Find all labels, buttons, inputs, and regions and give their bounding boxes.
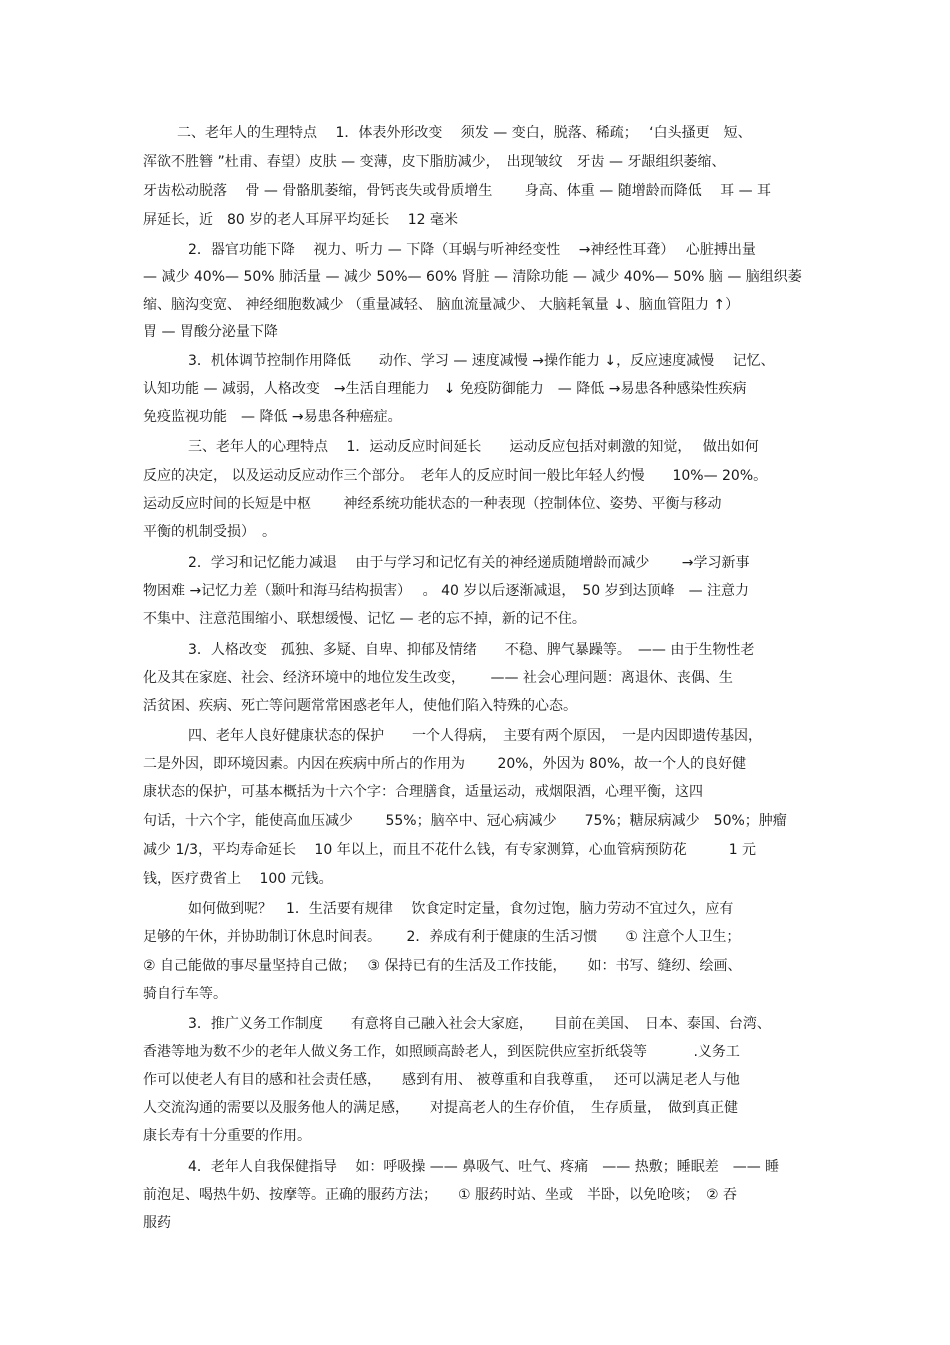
text-line: 前泡足、喝热牛奶、按摩等。正确的服药方法； ① 服药时站、坐或 半卧，以免呛咳； ② 吞 — [143, 1187, 737, 1203]
text-line: 香港等地为数不少的老年人做义务工作，如照顾高龄老人，到医院供应室折纸袋等 .义务工 — [143, 1044, 740, 1060]
text-line: 足够的午休，并协助制订休息时间表。 2．养成有利于健康的生活习惯 ① 注意个人卫生； — [143, 929, 741, 945]
text-line: 2．学习和记忆能力减退 由于与学习和记忆有关的神经递质随增龄而减少 →学习新事 — [188, 555, 750, 571]
text-line: 物困难 →记忆力差（颞叶和海马结构损害） 。 40 岁以后逐渐减退， 50 岁到达顶峰 — 注意力 — [143, 583, 750, 599]
text-line: 钱，医疗费省上 100 元钱。 — [143, 871, 333, 887]
text-line: 免疫监视功能 — 降低 →易患各种癌症。 — [143, 409, 402, 425]
text-line: 运动反应时间的长短是中枢 神经系统功能状态的一种表现（控制体位、姿势、平衡与移动 — [143, 496, 722, 512]
text-line: 三、老年人的心理特点 1．运动反应时间延长 运动反应包括对刺激的知觉， 做出如何 — [188, 439, 759, 455]
text-line: 作可以使老人有目的感和社会责任感， 感到有用、 被尊重和自我尊重， 还可以满足老人与他 — [143, 1072, 740, 1088]
text-line: 屏延长，近 80 岁的老人耳屏平均延长 12 毫米 — [143, 212, 458, 228]
text-line: 胃 — 胃酸分泌量下降 — [143, 324, 278, 340]
text-line: 3．人格改变 孤独、多疑、自卑、抑郁及情绪 不稳、脾气暴躁等。 —— 由于生物性老 — [188, 642, 755, 658]
text-line: 如何做到呢？ 1．生活要有规律 饮食定时定量，食勿过饱，脑力劳动不宜过久，应有 — [188, 901, 734, 917]
text-line: 4．老年人自我保健指导 如：呼吸操 —— 鼻吸气、吐气、疼痛 —— 热敷；睡眠差 —— 睡 — [188, 1159, 780, 1175]
text-line: 缩、脑沟变宽、 神经细胞数减少 （重量减轻、 脑血流量减少、 大脑耗氧量 ↓、脑血管阻力 ↑） — [143, 297, 740, 313]
text-line: — 减少 40%— 50% 肺活量 — 减少 50%— 60% 肾脏 — 清除功能 — 减少 40%— 50% 脑 — 脑组织萎 — [143, 269, 802, 285]
text-line: 3．机体调节控制作用降低 动作、学习 — 速度减慢 →操作能力 ↓，反应速度减慢 记忆、 — [188, 353, 775, 369]
text-line: 服药 — [143, 1215, 171, 1231]
text-line: 化及其在家庭、社会、经济环境中的地位发生改变， —— 社会心理问题：离退休、丧偶、生 — [143, 670, 733, 686]
text-line: 反应的决定， 以及运动反应动作三个部分。 老年人的反应时间一般比年轻人约慢 10%— 20%。 — [143, 468, 768, 484]
text-line: 句话，十六个字，能使高血压减少 55%；脑卒中、冠心病减少 75%；糖尿病减少 50%；肿瘤 — [143, 813, 787, 829]
text-line: 平衡的机制受损） 。 — [143, 524, 276, 540]
text-line: 二、老年人的生理特点 1．体表外形改变 须发 — 变白，脱落、稀疏； ʻ白头搔更 短、 — [177, 125, 752, 141]
text-line: 人交流沟通的需要以及服务他人的满足感， 对提高老人的生存价值， 生存质量， 做到真正健 — [143, 1100, 738, 1116]
text-line: 牙齿松动脱落 骨 — 骨骼肌萎缩，骨钙丧失或骨质增生 身高、体重 — 随增龄而降低 耳 — 耳 — [143, 183, 772, 199]
text-line: 2．器官功能下降 视力、听力 — 下降（耳蜗与听神经变性 →神经性耳聋） 心脏搏出量 — [188, 242, 756, 258]
text-line: 二是外因，即环境因素。内因在疾病中所占的作用为 20%，外因为 80%，故一个人的良好健 — [143, 756, 747, 772]
text-line: 康长寿有十分重要的作用。 — [143, 1128, 311, 1144]
text-line: 不集中、注意范围缩小、联想缓慢、记忆 — 老的忘不掉，新的记不住。 — [143, 611, 586, 627]
text-line: ② 自己能做的事尽量坚持自己做； ③ 保持已有的生活及工作技能， 如：书写、缝纫、绘画、 — [143, 958, 742, 974]
text-line: 活贫困、疾病、死亡等问题常常困惑老年人，使他们陷入特殊的心态。 — [143, 698, 577, 714]
text-line: 3．推广义务工作制度 有意将自己融入社会大家庭， 目前在美国、 日本、泰国、台湾、 — [188, 1016, 771, 1032]
text-line: 四、老年人良好健康状态的保护 一个人得病， 主要有两个原因， 一是内因即遗传基因， — [188, 728, 762, 744]
text-line: 浑欲不胜簪 ”杜甫、春望）皮肤 — 变薄，皮下脂肪减少， 出现皱纹 牙齿 — 牙龈组织萎缩、 — [143, 154, 726, 170]
text-line: 认知功能 — 减弱，人格改变 →生活自理能力 ↓ 免疫防御能力 — 降低 →易患各种感染性疾病 — [143, 381, 747, 397]
text-line: 康状态的保护，可基本概括为十六个字：合理膳食，适量运动，戒烟限酒，心理平衡，这四 — [143, 784, 703, 800]
text-line: 骑自行车等。 — [143, 986, 227, 1002]
text-line: 减少 1/3，平均寿命延长 10 年以上，而且不花什么钱，有专家测算，心血管病预防花 1 元 — [143, 842, 757, 858]
